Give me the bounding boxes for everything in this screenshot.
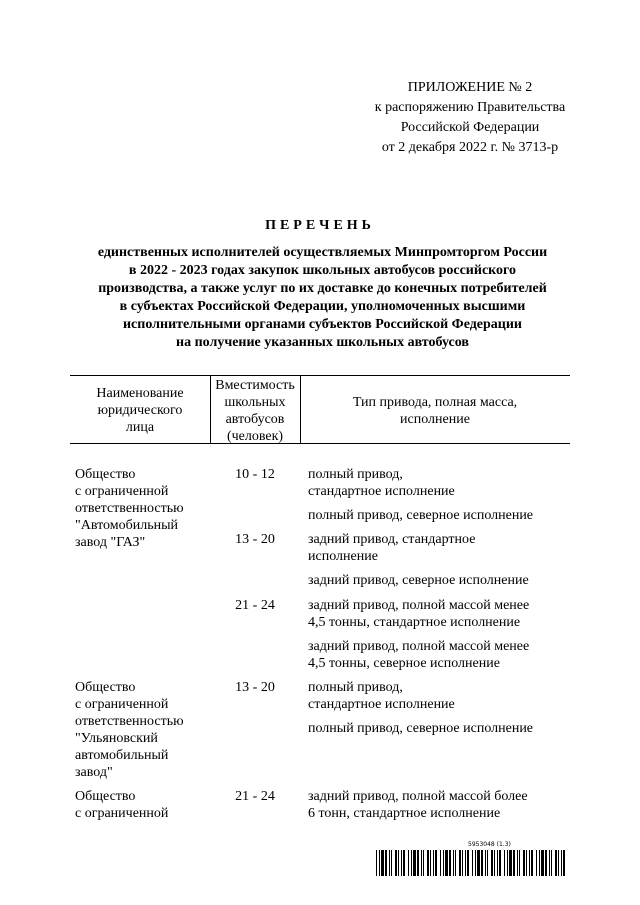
drive-type [308, 466, 560, 500]
drive-type [308, 720, 560, 737]
drive-line: полный привод, северное исполнение [308, 721, 534, 736]
drive-type [308, 572, 560, 589]
org-name [75, 788, 210, 822]
subtitle-line: исполнительными органами субъектов Российской Федерации [122, 317, 522, 332]
org-line: "Автомобильный [75, 518, 178, 533]
header-line: исполнение [400, 412, 470, 427]
org-line: с ограниченной [75, 484, 169, 499]
subtitle-line: в 2022 - 2023 годах закупок школьных автобусов российского [128, 263, 517, 278]
capacity-value: 21 - 24 [235, 598, 275, 613]
drive-type [308, 638, 560, 672]
drive-line: полный привод, [308, 680, 403, 695]
header-line: автобусов [225, 412, 285, 427]
header-drive [300, 394, 570, 428]
table-header-bottom-border [70, 443, 570, 444]
org-line: Общество [75, 467, 136, 482]
capacity-value: 21 - 24 [235, 789, 275, 804]
subtitle-line: на получение указанных школьных автобусов [176, 335, 469, 350]
drive-line: полный привод, северное исполнение [308, 508, 534, 523]
appendix-line: Российской Федерации [400, 120, 540, 135]
org-line: ответственностью [75, 714, 184, 729]
org-name [75, 466, 210, 551]
appendix-line: от 2 декабря 2022 г. № 3713-р [381, 140, 559, 155]
drive-line: 4,5 тонны, северное исполнение [308, 656, 500, 671]
table-top-border [70, 375, 570, 376]
drive-line: стандартное исполнение [308, 697, 455, 712]
drive-line: задний привод, северное исполнение [308, 573, 529, 588]
org-line: автомобильный [75, 748, 169, 763]
header-capacity [210, 377, 300, 445]
header-line: школьных [224, 395, 286, 410]
header-org [70, 385, 210, 436]
drive-line: 6 тонн, стандартное исполнение [308, 806, 501, 821]
header-line: (человек) [226, 429, 284, 444]
appendix-block [320, 78, 620, 158]
org-line: ответственностью [75, 501, 184, 516]
drive-type [308, 507, 560, 524]
drive-type [308, 788, 560, 822]
drive-line: задний привод, полной массой менее [308, 598, 530, 613]
subtitle-line: производства, а также услуг по их доставке до конечных потребителей [98, 281, 547, 296]
org-name [75, 679, 210, 781]
barcode-label: 5953048 (1.3) [468, 841, 511, 848]
drive-line: задний привод, полной массой менее [308, 639, 530, 654]
drive-line: задний привод, полной массой более [308, 789, 528, 804]
header-line: лица [125, 420, 155, 435]
drive-type [308, 597, 560, 631]
header-line: Вместимость [215, 378, 295, 393]
appendix-line: к распоряжению Правительства [374, 100, 566, 115]
subtitle-line: единственных исполнителей осуществляемых Минпромторгом России [97, 245, 548, 260]
header-line: юридического [97, 403, 183, 418]
org-line: Общество [75, 789, 136, 804]
drive-line: 4,5 тонны, стандартное исполнение [308, 615, 521, 630]
capacity-value: 13 - 20 [235, 680, 275, 695]
org-line: с ограниченной [75, 806, 169, 821]
org-line: Общество [75, 680, 136, 695]
drive-type [308, 531, 560, 565]
capacity-value: 10 - 12 [235, 467, 275, 482]
org-line: с ограниченной [75, 697, 169, 712]
org-line: завод "ГАЗ" [75, 535, 146, 550]
barcode [376, 850, 568, 876]
org-line: завод" [75, 765, 113, 780]
appendix-heading: ПРИЛОЖЕНИЕ № 2 [407, 80, 533, 95]
drive-type [308, 679, 560, 713]
capacity-value: 13 - 20 [235, 532, 275, 547]
drive-line: полный привод, [308, 467, 403, 482]
document-title: ПЕРЕЧЕНЬ [265, 218, 375, 233]
subtitle-line: в субъектах Российской Федерации, уполномоченных высшими [119, 299, 526, 314]
header-line: Тип привода, полная масса, [352, 395, 518, 410]
document-subtitle [60, 244, 585, 352]
drive-line: стандартное исполнение [308, 484, 455, 499]
drive-line: задний привод, стандартное [308, 532, 476, 547]
org-line: "Ульяновский [75, 731, 158, 746]
header-line: Наименование [96, 386, 184, 401]
drive-line: исполнение [308, 549, 378, 564]
